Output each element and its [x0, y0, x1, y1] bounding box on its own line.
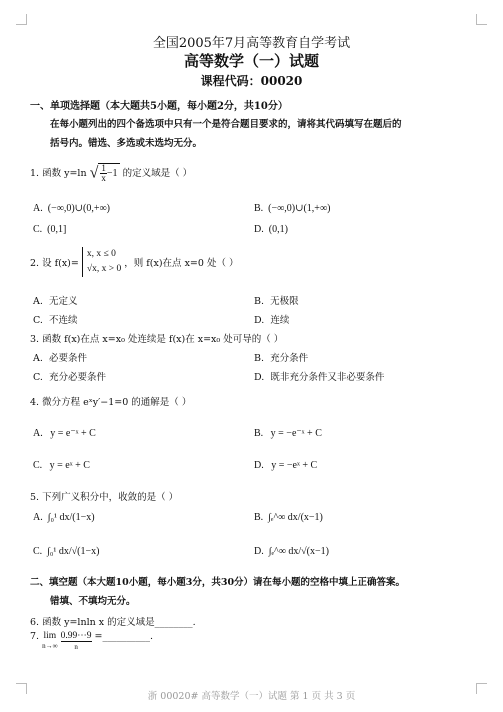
q1-option-a: A. (−∞,0)∪(0,+∞): [33, 203, 110, 214]
q5-option-b: B. ∫ₑ^∞ dx/(x−1): [254, 512, 323, 523]
q4-option-c: C. y = eˣ + C: [33, 460, 90, 471]
radicand: $\frac{1}{x}$ −1: [98, 163, 119, 184]
question-5: 5. 下列广义积分中，收敛的是（ ）: [30, 492, 179, 503]
q2-option-b: B. 无极限: [254, 296, 299, 307]
piecewise-function: x, x ≤ 0 √x, x > 0: [82, 247, 121, 277]
section1-heading: 一、单项选择题（本大题共5小题，每小题2分，共10分）: [30, 101, 288, 112]
crop-mark-top-left: [16, 14, 27, 25]
question-1-suffix: 的定义域是（ ）: [122, 167, 193, 179]
q3-option-c: C. 充分必要条件: [33, 372, 107, 383]
q3-option-d: D. 既非充分条件又非必要条件: [254, 372, 385, 383]
question-3: 3. 函数 f(x)在点 x=x₀ 处连续是 f(x)在 x=x₀ 处可导的（ ）: [30, 334, 284, 345]
question-1-prefix: 1. 函数 y=ln: [30, 167, 87, 179]
q2-option-d: D. 连续: [254, 315, 290, 326]
radical-sign-icon: √: [89, 164, 99, 182]
question-6: 6. 函数 y=lnln x 的定义域是________.: [30, 617, 196, 628]
fraction: $\frac{1}{x}$: [101, 163, 106, 184]
page-footer: 浙 00020# 高等数学（一）试题 第 1 页 共 3 页: [147, 691, 356, 702]
exam-header: 全国2005年7月高等教育自学考试: [152, 36, 351, 51]
q5-option-c: C. ∫₀¹ dx/√(1−x): [33, 546, 100, 557]
crop-mark-top-right: [476, 14, 487, 25]
q3-option-a: A. 必要条件: [33, 353, 87, 364]
section1-instructions-line2: 括号内。错选、多选或未选均无分。: [50, 138, 203, 149]
q4-option-b: B. y = −e⁻ˣ + C: [254, 428, 322, 439]
exam-title: 高等数学（一）试题: [183, 52, 319, 70]
q4-option-d: D. y = −eˣ + C: [254, 460, 318, 471]
q2-option-c: C. 不连续: [33, 315, 78, 326]
limit-operator: lim n→∞: [42, 631, 58, 650]
q3-option-b: B. 充分条件: [254, 353, 309, 364]
question-1-formula: [90, 163, 120, 184]
question-7: 7. lim n→∞ 0.99⋯9 n =__________.: [30, 631, 154, 651]
question-1: [30, 163, 192, 184]
q1-option-c: C. (0,1]: [33, 224, 67, 235]
limit-expression: 0.99⋯9 n: [60, 631, 92, 651]
section1-instructions-line1: 在每小题列出的四个备选项中只有一个是符合题目要求的，请将其代码填写在题后的: [50, 119, 402, 130]
question-4: 4. 微分方程 eˣy′−1=0 的通解是（ ）: [30, 397, 192, 408]
q5-option-a: A. ∫₀¹ dx/(1−x): [33, 512, 95, 523]
question-2: 2. 设 f(x)= x, x ≤ 0 √x, x > 0 ，则 f(x)在点 x=0 处（ ）: [30, 247, 238, 277]
q2-option-a: A. 无定义: [33, 296, 78, 307]
section2-instructions: 错填、不填均无分。: [50, 596, 136, 607]
q5-option-d: D. ∫ₑ^∞ dx/√(x−1): [254, 546, 329, 557]
q1-option-b: B. (−∞,0)∪(1,+∞): [254, 203, 331, 214]
q4-option-a: A. y = e⁻ˣ + C: [33, 428, 96, 439]
q1-option-d: D. (0,1): [254, 224, 288, 235]
course-code: 课程代码：00020: [200, 74, 303, 88]
section2-heading: 二、填空题（本大题10小题，每小题3分，共30分）请在每小题的空格中填上正确答案。: [30, 577, 406, 588]
